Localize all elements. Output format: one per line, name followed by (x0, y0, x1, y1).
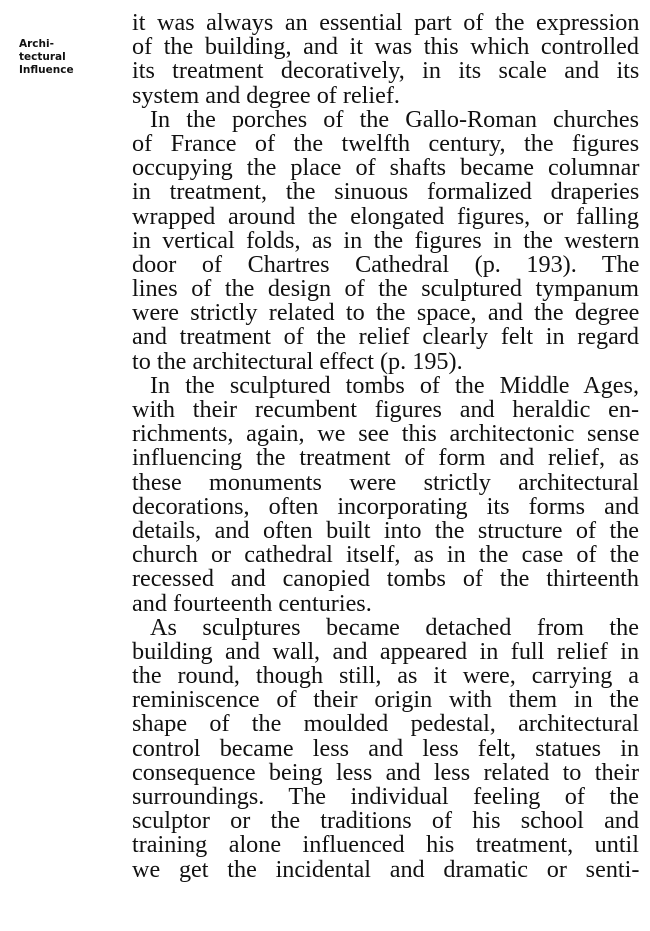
text-line: we get the incidental and dramatic or senti- (132, 855, 640, 883)
text-line: As sculptures became detached from the (150, 613, 639, 641)
text-line: details, and often built into the structure of the (132, 516, 640, 544)
text-line: lines of the design of the sculptured tympanum (132, 275, 639, 303)
text-line: decorations, often incorporating its forms and (132, 492, 639, 520)
text-line: control became less and less felt, statues in (132, 734, 640, 762)
text-line: wrapped around the elongated figures, or falling (132, 202, 639, 230)
text-line: the round, though still, as it were, carrying a (132, 662, 639, 690)
text-line: surroundings. The individual feeling of the (132, 783, 639, 810)
text-line: of the building, and it was this which controlled (132, 33, 639, 61)
text-line: reminiscence of their origin with them in the (132, 686, 639, 714)
text-line: influencing the treatment of form and relief, as (132, 444, 639, 472)
margin-note-line: Influence (19, 64, 74, 76)
margin-note (19, 38, 109, 77)
text-line: consequence being less and less related to their (132, 758, 640, 786)
text-line: richments, again, we see this architectonic sense (132, 420, 640, 448)
text-line: church or cathedral itself, as in the case of the (132, 541, 640, 569)
text-line: to the architectural effect (p. 195). (132, 347, 463, 375)
margin-note-line: Archi- (19, 38, 54, 50)
text-line: its treatment decoratively, in its scale and its (132, 57, 640, 85)
text-line: with their recumbent figures and heraldic en- (132, 396, 639, 423)
text-line: in treatment, the sinuous formalized draperies (132, 178, 640, 206)
text-line: these monuments were strictly architectural (132, 468, 639, 496)
text-line: building and wall, and appeared in full relief in (132, 637, 640, 665)
text-line: recessed and canopied tombs of the thirteenth (132, 565, 639, 593)
text-line: and fourteenth centuries. (132, 589, 372, 617)
text-line: system and degree of relief. (132, 81, 400, 109)
margin-note-line: tectural (19, 51, 66, 63)
text-line: of France of the twelfth century, the figures (132, 129, 640, 157)
text-line: occupying the place of shafts became columnar (132, 154, 640, 182)
text-line: it was always an essential part of the expression (132, 9, 640, 36)
text-line: sculptor or the traditions of his school and (132, 807, 639, 835)
text-line: door of Chartres Cathedral (p. 193). The (132, 250, 640, 278)
text-line: In the porches of the Gallo-Roman churches (150, 105, 639, 133)
text-line: training alone influenced his treatment, until (132, 831, 639, 859)
text-line: were strictly related to the space, and the degree (132, 299, 640, 327)
body-text (132, 11, 639, 882)
text-line: in vertical folds, as in the figures in the western (132, 226, 640, 254)
text-line: and treatment of the relief clearly felt in regard (132, 323, 639, 351)
text-line: In the sculptured tombs of the Middle Ages, (150, 371, 639, 399)
text-line: shape of the moulded pedestal, architectural (132, 710, 639, 738)
